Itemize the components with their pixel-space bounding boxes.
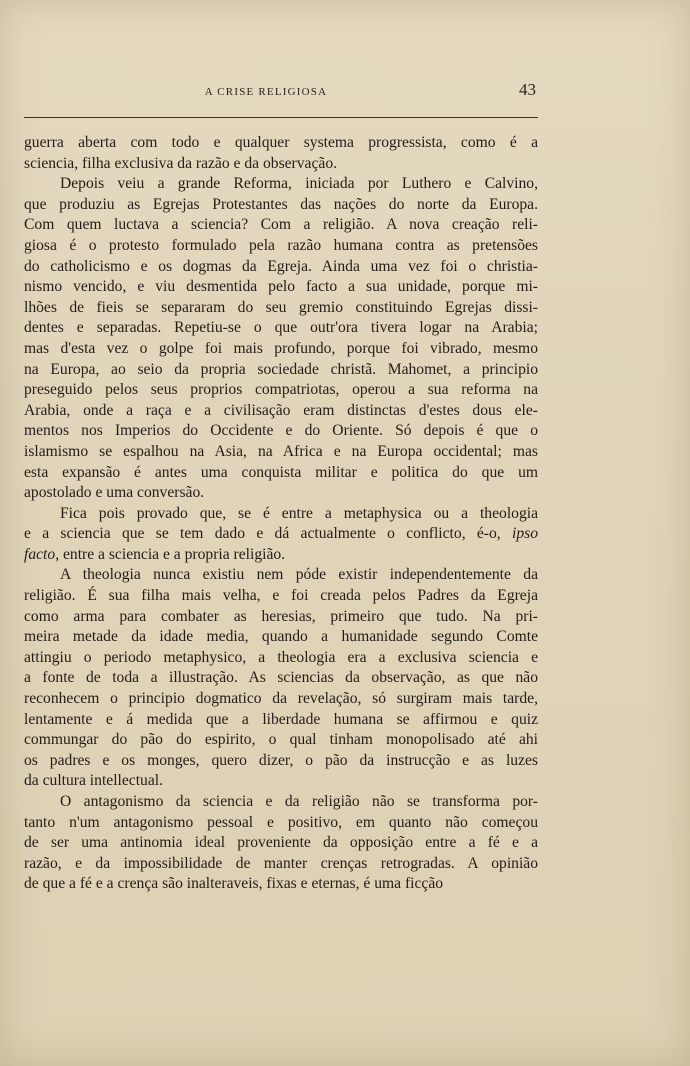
text-line: Com quem luctava a sciencia? Com a religião. A nova creação reli- <box>24 216 538 234</box>
text-line: preseguido pelos seus proprios compatriotas, operou a sua reforma na <box>24 381 538 399</box>
header-rule <box>24 117 538 118</box>
text-line: apostolado e uma conversão. <box>24 484 205 502</box>
text-line: de ser uma antinomia ideal proveniente da opposição entre a fé e a <box>24 834 538 852</box>
text-line: da cultura intellectual. <box>24 772 163 790</box>
text-line: a fonte de toda a illustração. As sciencias da observação, as que não <box>24 669 538 687</box>
text-line: lhões de fieis se separaram do seu gremio constituindo Egrejas dissi- <box>24 298 538 316</box>
body-text <box>24 133 538 895</box>
text-line: razão, e da impossibilidade de manter crenças retrogradas. A opinião <box>24 854 538 872</box>
text-line: Fica pois provado que, se é entre a metaphysica ou a theologia <box>60 504 538 522</box>
text-line: commungar do pão do espirito, o qual tinham monopolisado até ahi <box>24 731 538 749</box>
text-line: nismo vencido, e viu desmentida pelo facto a sua unidade, porque mi- <box>24 278 538 296</box>
paragraph <box>24 565 538 792</box>
text-line: meira metade da idade media, quando a humanidade segundo Comte <box>24 628 538 646</box>
text-line: guerra aberta com todo e qualquer systema progressista, como é a <box>24 134 538 151</box>
text-line: lentamente e á medida que a liberdade humana se affirmou e quiz <box>24 710 538 728</box>
text-line: mentos nos Imperios do Occidente e do Oriente. Só depois é que o <box>24 422 538 440</box>
text-line: Arabia, onde a raça e a civilisação eram distinctas d'estes dous ele- <box>24 401 538 419</box>
text-line: religião. É sua filha mais velha, e foi creada pelos Padres da Egreja <box>24 587 538 605</box>
text-line: esta expansão é antes uma conquista militar e politica do que um <box>24 463 538 481</box>
text-line: na Europa, ao seio da propria sociedade christã. Mahomet, a principio <box>24 360 538 378</box>
running-title: A CRISE RELIGIOSA <box>204 86 328 98</box>
text-line: facto, entre a sciencia e a propria religião. <box>24 545 286 563</box>
text-line: A theologia nunca existiu nem póde existir independentemente da <box>60 566 538 584</box>
text-line: islamismo se espalhou na Asia, na Africa e na Europa occidental; mas <box>24 442 538 460</box>
text-line: attingiu o periodo metaphysico, a theologia era a exclusiva sciencia e <box>24 648 538 666</box>
text-line: os padres e os monges, quero dizer, o pão da instrucção e as luzes <box>24 751 538 769</box>
text-line: Depois veiu a grande Reforma, iniciada por Luthero e Calvino, <box>60 175 538 193</box>
text-line: giosa é o protesto formulado pela razão humana contra as pretensões <box>24 236 538 254</box>
paragraph <box>24 133 538 174</box>
paragraph <box>24 792 538 895</box>
text-line: e a sciencia que se tem dado e dá actualmente o conflicto, é-o, ipso <box>24 525 538 543</box>
text-line: reconhecem o principio dogmatico da revelação, só surgiram mais tarde, <box>24 690 538 708</box>
page-number: 43 <box>519 80 536 99</box>
text-line: como arma para combater as heresias, primeiro que tudo. Na pri- <box>24 607 538 625</box>
text-line: mas d'esta vez o golpe foi mais profundo, porque foi vibrado, mesmo <box>24 339 538 357</box>
paragraph <box>24 504 538 566</box>
text-line: de que a fé e a crença são inalteraveis, fixas e eternas, é uma ficção <box>24 875 444 893</box>
text-line: tanto n'um antagonismo pessoal e positivo, em quanto não começou <box>24 813 538 831</box>
page-header <box>24 80 538 104</box>
text-line: do catholicismo e os dogmas da Egreja. Ainda uma vez foi o christia- <box>24 257 538 275</box>
text-line: que produziu as Egrejas Protestantes das nações do norte da Europa. <box>24 195 538 213</box>
text-line: dentes e separadas. Repetiu-se o que outr'ora tivera logar na Arabia; <box>24 319 538 337</box>
text-line: sciencia, filha exclusiva da razão e da observação. <box>24 154 338 172</box>
text-line: O antagonismo da sciencia e da religião não se transforma por- <box>60 793 538 810</box>
paragraph <box>24 174 538 504</box>
